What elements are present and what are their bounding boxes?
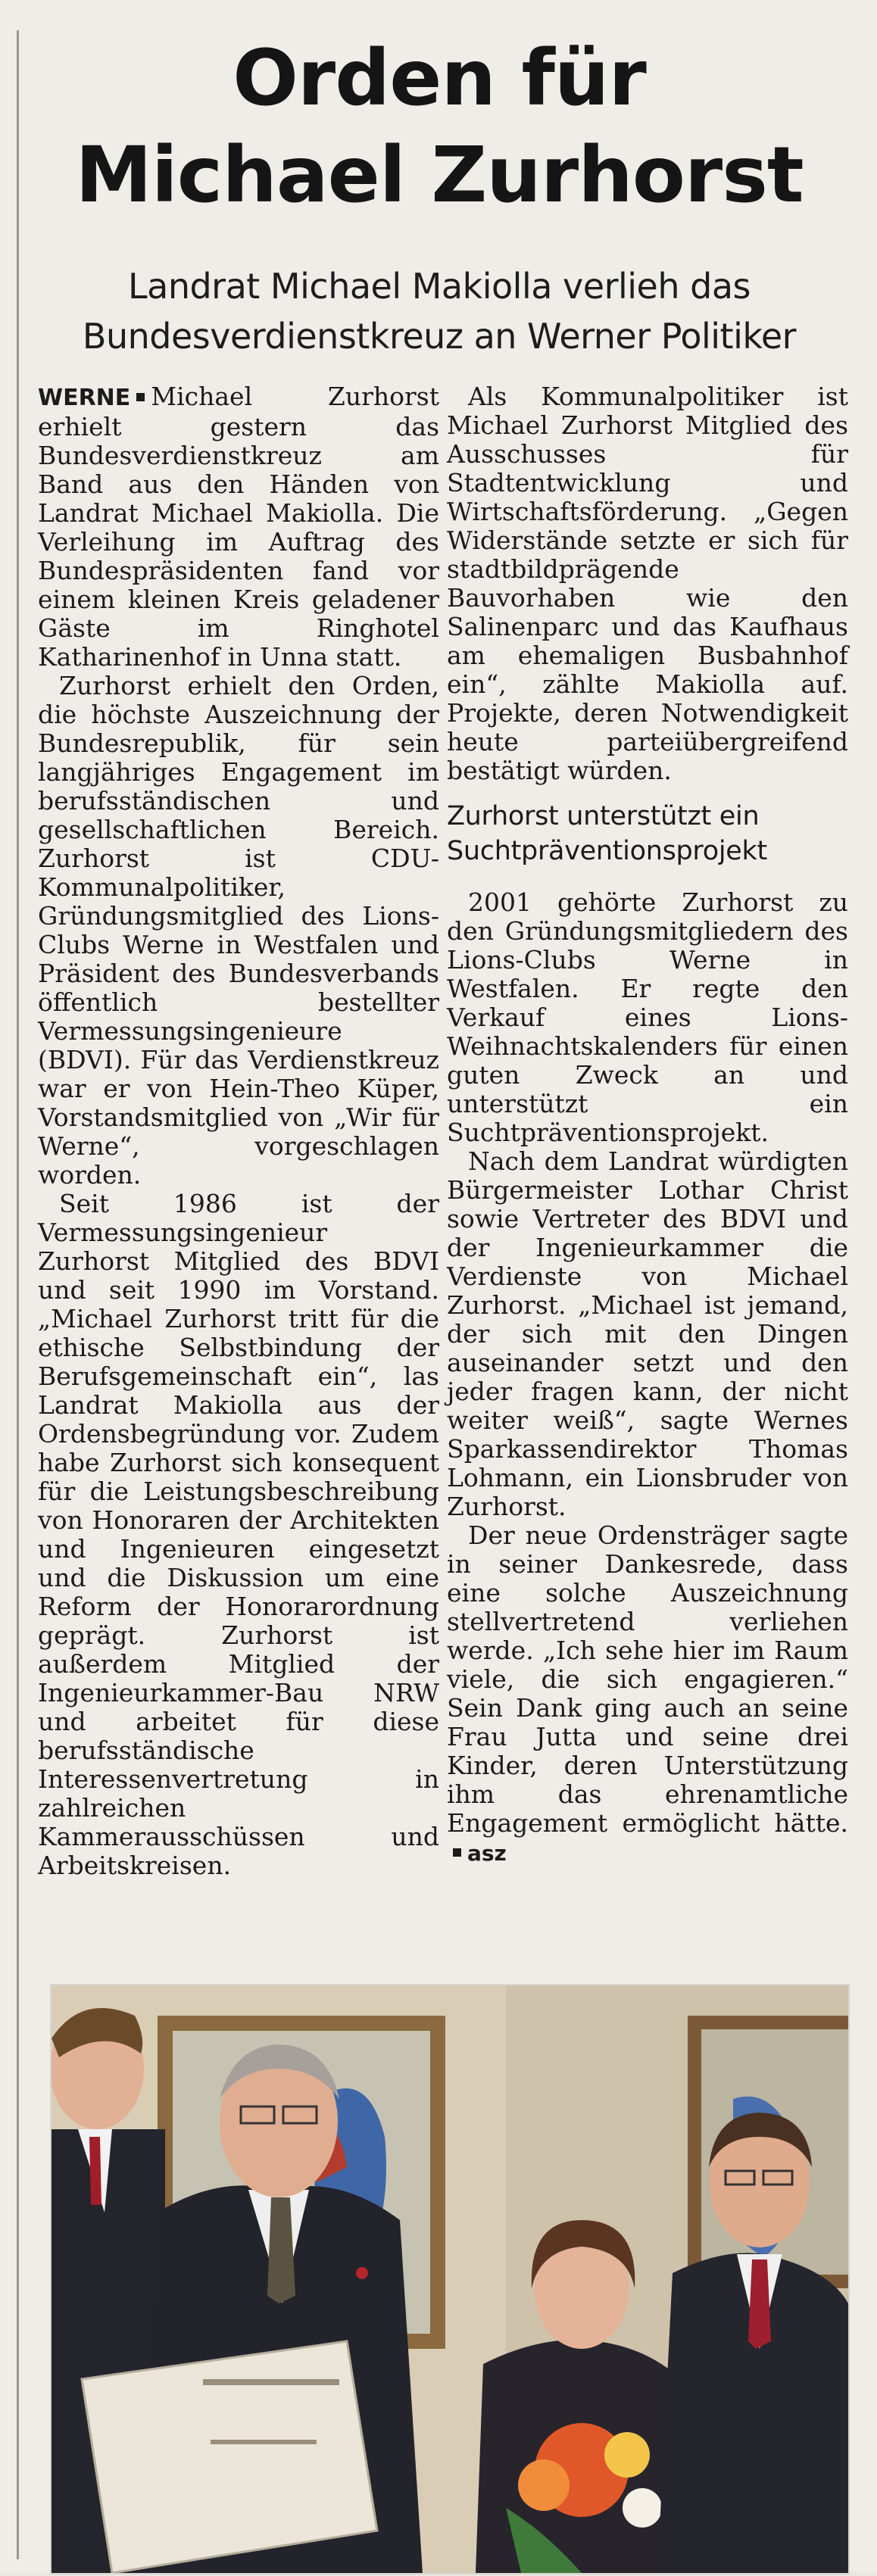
dateline-square-icon (136, 393, 145, 401)
section-heading-line-2: Suchtpräventionsprojekt (447, 836, 767, 866)
subheadline-line-2: Bundesverdienstkreuz an Werner Politiker (82, 316, 797, 357)
fold-edge-line (17, 30, 19, 2559)
award-certificate (82, 2341, 377, 2573)
end-square-icon (453, 1848, 461, 1857)
photo-illustration (51, 1985, 848, 2573)
paragraph-2: Zurhorst erhielt den Orden, die höchste Auszeichnung der Bundesrepublik, für sein langjähriges Engagement im berufsständischen und gesellschaftlichen Bereich. Zurhorst ist CDU-Kommunalpolitiker, Gründungsmitglied des Lions-Clubs Werne in Westfalen und Präsident des Bundesverbands öffentlich bestellter Vermessungsingenieure (BDVI). Für das Verdienstkreuz war er von Hein-Theo Küper, Vorstandsmitglied von „Wir für Werne“, vorgeschlagen worden. (38, 671, 439, 1190)
flower-yellow (604, 2432, 650, 2478)
article-column-left (38, 382, 439, 1880)
subheadline-line-1: Landrat Michael Makiolla verlieh das (128, 266, 751, 307)
subheadline (38, 261, 841, 361)
section-heading-line-1: Zurhorst unterstützt ein (447, 801, 760, 831)
person-1-tie (89, 2137, 101, 2205)
paragraph-4: Als Kommunalpolitiker ist Michael Zurhorst Mitglied des Ausschusses für Stadtentwicklung und Wirtschaftsförderung. „Gegen Widerstände setzte er sich für stadtbildprägende Bauvorhaben wie den Salinenparc und das Kaufhaus am ehemaligen Busbahnhof ein“, zählte Makiolla auf. Projekte, deren Notwendigkeit heute parteiübergreifend bestätigt würden. (447, 382, 848, 785)
section-heading (447, 799, 848, 869)
paragraph-7-text: Der neue Ordensträger sagte in seiner Dankesrede, dass eine solche Auszeichnung stellvertretend verliehen werde. „Ich sehe hier im Raum viele, die sich engagieren.“ Sein Dank ging auch an seine Frau Jutta und seine drei Kinder, deren Unterstützung ihm das ehrenamtliche Engagement ermöglicht hätte. (447, 1520, 848, 1838)
paragraph-1 (38, 382, 439, 672)
certificate-text-line-2 (211, 2440, 317, 2444)
certificate-text-line (203, 2379, 339, 2385)
author-initials: asz (467, 1841, 507, 1866)
award-ceremony-photo (50, 1984, 850, 2574)
headline (45, 30, 833, 224)
flower-white (623, 2488, 662, 2528)
person-4-tie (748, 2259, 771, 2349)
paragraph-1-text: Michael Zurhorst erhielt gestern das Bundesverdienstkreuz am Band aus den Händen von Landrat Michael Makiolla. Die Verleihung im Auftrag des Bundespräsidenten fand vor einem kleinen Kreis geladener Gäste im Ringhotel Katharinenhof in Unna statt. (38, 382, 439, 672)
headline-line-2: Michael Zurhorst (75, 130, 804, 220)
headline-line-1: Orden für (233, 33, 646, 123)
paragraph-5: 2001 gehörte Zurhorst zu den Gründungsmitgliedern des Lions-Clubs Werne in Westfalen. Er regte den Verkauf eines Lions-Weihnachtskalenders für einen guten Zweck an und unterstützt ein Suchtpräventionsprojekt. (447, 887, 848, 1147)
person-2-medal (356, 2267, 368, 2279)
paragraph-3: Seit 1986 ist der Vermessungsingenieur Zurhorst Mitglied des BDVI und seit 1990 im Vorstand. „Michael Zurhorst tritt für die ethische Selbstbindung der Berufsgemeinschaft ein“, las Landrat Makiolla aus der Ordensbegründung vor. Zudem habe Zurhorst sich konsequent für die Leistungsbeschreibung von Honoraren der Architekten und Ingenieuren eingesetzt und die Diskussion um eine Reform der Honorarordnung geprägt. Zurhorst ist außerdem Mitglied der Ingenieurkammer-Bau NRW und arbeitet für diese berufsständische Interessenvertretung in zahlreichen Kammerausschüssen und Arbeitskreisen. (38, 1189, 439, 1880)
article-column-right (447, 382, 848, 1868)
paragraph-7 (447, 1521, 848, 1868)
paragraph-6: Nach dem Landrat würdigten Bürgermeister Lothar Christ sowie Vertreter des BDVI und der Ingenieurkammer die Verdienste von Michael Zurhorst. „Michael ist jemand, der sich mit den Dingen auseinander setzt und den jeder fragen kann, der nicht weiter weiß“, sagte Wernes Sparkassendirektor Thomas Lohmann, ein Lionsbruder von Zurhorst. (447, 1146, 848, 1521)
flower-orange (518, 2459, 570, 2511)
dateline: WERNE (38, 385, 131, 411)
